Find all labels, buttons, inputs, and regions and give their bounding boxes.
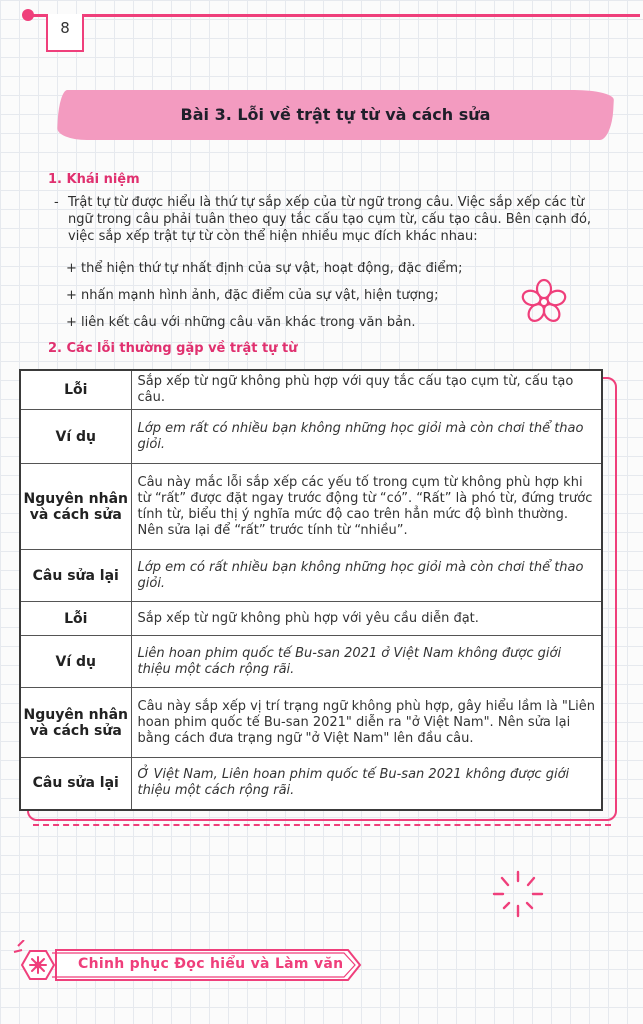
top-rule	[28, 14, 640, 17]
table-row	[20, 464, 602, 550]
section1-item-3: + liên kết câu với những câu văn khác trong văn bản.	[66, 315, 416, 330]
row-text: Sắp xếp từ ngữ không phù hợp với quy tắc cấu tạo cụm từ, cấu tạo câu.	[131, 370, 602, 410]
table-row	[20, 758, 602, 810]
table-dashed-line	[33, 824, 611, 826]
flower-icon	[520, 278, 568, 326]
sparkle-icon	[490, 868, 546, 920]
row-text: Sắp xếp từ ngữ không phù hợp với yêu cầu diễn đạt.	[131, 602, 602, 636]
section1-item-1: + thể hiện thứ tự nhất định của sự vật, hoạt động, đặc điểm;	[66, 261, 463, 276]
table-row	[20, 636, 602, 688]
section1-paragraph: Trật tự từ được hiểu là thứ tự sắp xếp của từ ngữ trong câu. Việc sắp xếp các từ ngữ trong câu phải tuân theo quy tắc cấu tạo cụm từ, cấu tạo câu. Bên cạnh đó, việc sắp xếp trật tự từ còn thể hiện nhiều mục đích khác nhau:	[68, 195, 592, 244]
row-label: Câu sửa lại	[20, 758, 131, 810]
table-row	[20, 410, 602, 464]
row-label: Nguyên nhân và cách sửa	[20, 464, 131, 550]
row-text: Liên hoan phim quốc tế Bu-san 2021 ở Việt Nam không được giới thiệu một cách rộng rãi.	[131, 636, 602, 688]
section1-bullet: -	[54, 195, 59, 210]
row-text: Ở Việt Nam, Liên hoan phim quốc tế Bu-san 2021 không được giới thiệu một cách rộng rãi.	[131, 758, 602, 810]
row-label: Lỗi	[20, 602, 131, 636]
section2-heading: 2. Các lỗi thường gặp về trật tự từ	[48, 341, 298, 356]
error-table	[19, 369, 603, 811]
row-text: Lớp em có rất nhiều bạn không những học giỏi mà còn chơi thể thao giỏi.	[131, 550, 602, 602]
row-label: Ví dụ	[20, 636, 131, 688]
table-row	[20, 370, 602, 410]
table-row	[20, 688, 602, 758]
table-row	[20, 602, 602, 636]
page-number: 8	[46, 14, 84, 52]
row-text: Lớp em rất có nhiều bạn không những học giỏi mà còn chơi thể thao giỏi.	[131, 410, 602, 464]
row-label: Ví dụ	[20, 410, 131, 464]
footer-title: Chinh phục Đọc hiểu và Làm văn	[78, 956, 344, 972]
section1-heading: 1. Khái niệm	[48, 172, 140, 187]
row-label: Lỗi	[20, 370, 131, 410]
row-label: Nguyên nhân và cách sửa	[20, 688, 131, 758]
lesson-title: Bài 3. Lỗi về trật tự từ và cách sửa	[180, 105, 491, 124]
section1-item-2: + nhấn mạnh hình ảnh, đặc điểm của sự vật, hiện tượng;	[66, 288, 439, 303]
top-rule-dot	[22, 9, 34, 21]
row-text: Câu này mắc lỗi sắp xếp các yếu tố trong cụm từ không phù hợp khi từ “rất” được đặt ngay trước động từ “có”. “Rất” là phó từ, đứng trước tính từ, biểu thị ý nghĩa mức độ cao trên hẳn mức độ bình thường. Nên sửa lại để “rất” trước tính từ “nhiều”.	[131, 464, 602, 550]
table-row	[20, 550, 602, 602]
row-label: Câu sửa lại	[20, 550, 131, 602]
row-text: Câu này sắp xếp vị trí trạng ngữ không phù hợp, gây hiểu lầm là "Liên hoan phim quốc tế Bu-san 2021" diễn ra "ở Việt Nam". Nên sửa lại bằng cách đưa trạng ngữ "ở Việt Nam" lên đầu câu.	[131, 688, 602, 758]
